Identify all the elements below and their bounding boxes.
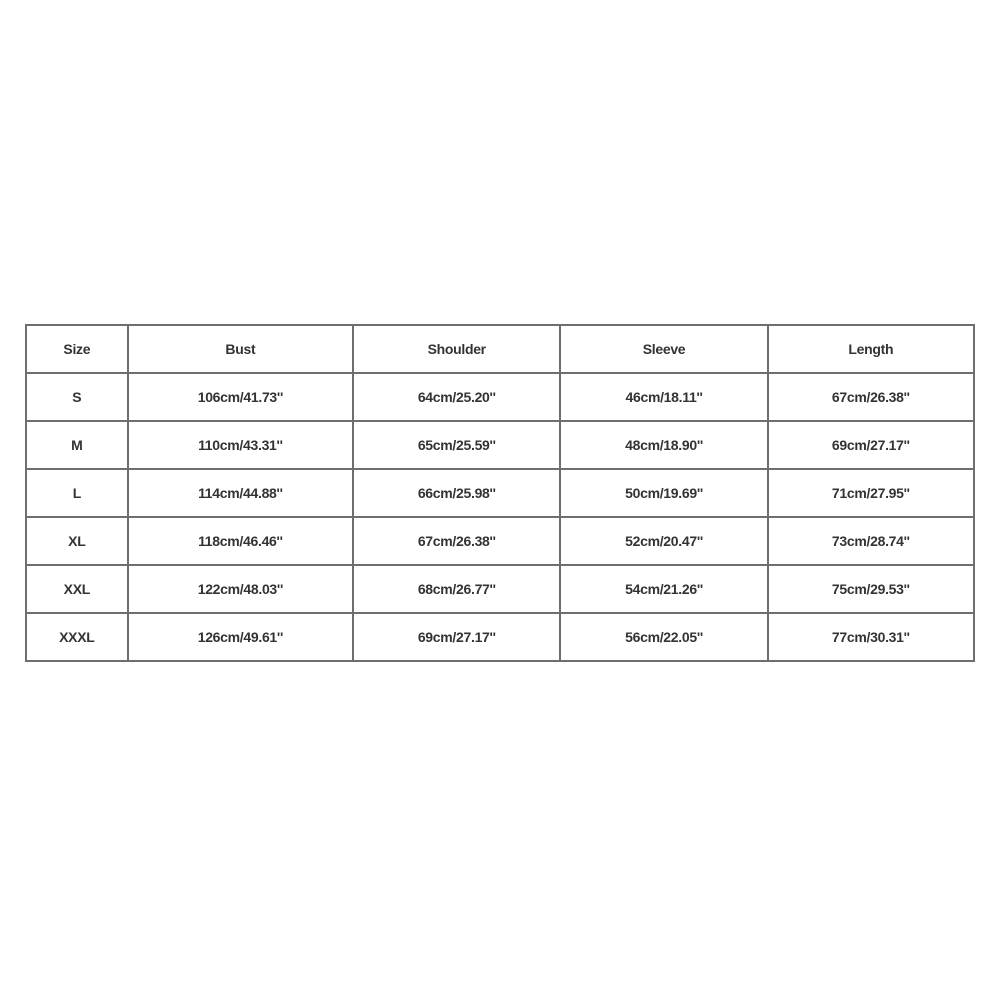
cell-size: L [26, 469, 128, 517]
cell-length: 69cm/27.17'' [768, 421, 974, 469]
cell-length: 77cm/30.31'' [768, 613, 974, 661]
cell-bust: 122cm/48.03'' [128, 565, 353, 613]
cell-bust: 126cm/49.61'' [128, 613, 353, 661]
cell-bust: 118cm/46.46'' [128, 517, 353, 565]
cell-size: M [26, 421, 128, 469]
cell-sleeve: 54cm/21.26'' [560, 565, 767, 613]
cell-length: 73cm/28.74'' [768, 517, 974, 565]
cell-shoulder: 67cm/26.38'' [353, 517, 560, 565]
cell-shoulder: 68cm/26.77'' [353, 565, 560, 613]
header-length: Length [768, 325, 974, 373]
cell-shoulder: 65cm/25.59'' [353, 421, 560, 469]
cell-sleeve: 50cm/19.69'' [560, 469, 767, 517]
cell-sleeve: 52cm/20.47'' [560, 517, 767, 565]
table-row [26, 469, 974, 517]
table-row [26, 373, 974, 421]
table-row [26, 565, 974, 613]
cell-sleeve: 48cm/18.90'' [560, 421, 767, 469]
table-header-row [26, 325, 974, 373]
cell-size: S [26, 373, 128, 421]
header-sleeve: Sleeve [560, 325, 767, 373]
cell-bust: 114cm/44.88'' [128, 469, 353, 517]
cell-size: XXL [26, 565, 128, 613]
header-shoulder: Shoulder [353, 325, 560, 373]
cell-bust: 110cm/43.31'' [128, 421, 353, 469]
header-bust: Bust [128, 325, 353, 373]
table-row [26, 613, 974, 661]
cell-shoulder: 69cm/27.17'' [353, 613, 560, 661]
cell-size: XL [26, 517, 128, 565]
size-chart-table [25, 324, 975, 662]
cell-length: 71cm/27.95'' [768, 469, 974, 517]
cell-shoulder: 66cm/25.98'' [353, 469, 560, 517]
header-size: Size [26, 325, 128, 373]
cell-sleeve: 46cm/18.11'' [560, 373, 767, 421]
cell-shoulder: 64cm/25.20'' [353, 373, 560, 421]
cell-size: XXXL [26, 613, 128, 661]
cell-length: 75cm/29.53'' [768, 565, 974, 613]
table-row [26, 421, 974, 469]
cell-bust: 106cm/41.73'' [128, 373, 353, 421]
table-row [26, 517, 974, 565]
cell-length: 67cm/26.38'' [768, 373, 974, 421]
cell-sleeve: 56cm/22.05'' [560, 613, 767, 661]
